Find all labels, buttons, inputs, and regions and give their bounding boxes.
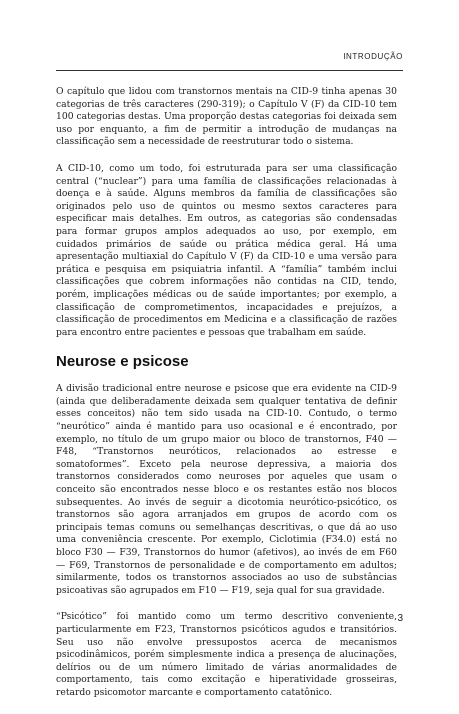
section-heading: Neurose e psicose xyxy=(56,353,189,371)
section-label: INTRODUÇÃO xyxy=(343,52,403,61)
page-body xyxy=(56,86,397,714)
paragraph-1: O capítulo que lidou com transtornos mentais na CID-9 tinha apenas 30 categorias de três caracteres (290-319); o Capítulo V (F) da CID-10 tem 100 categorias destas. Uma proporção destas categorias foi deixada sem uso por enquanto, a fim de permitir a introdução de mudanças na classificação sem a necessidade de reestruturar todo o sistema. xyxy=(56,86,397,148)
paragraph-2: A CID-10, como um todo, foi estruturada para ser uma classificação central (“nuclear”) para uma família de classificações relacionadas à doença e à saúde. Alguns membros da família de classificações são originados pelo uso de quintos ou mesmo sextos caracteres para especificar mais detalhes. Em outros, as categorias são condensadas para formar grupos amplos adequados ao uso, por exemplo, em cuidados primários de saúde ou prática médica geral. Há uma apresentação multiaxial do Capítulo V (F) da CID-10 e uma versão para prática e pesquisa em psiquiatria infantil. A “família” também inclui classificações que cobrem informações não contidas na CID, tendo, porém, implicações médicas ou de saúde importantes; por exemplo, a classificação de comprometimentos, incapacidades e prejuízos, a classificação de procedimentos em Medicina e a classificação de razões para encontro entre pacientes e pessoas que trabalham em saúde. xyxy=(56,162,397,338)
running-header xyxy=(56,52,403,71)
paragraph-4: “Psicótico” foi mantido como um termo descritivo conveniente, particularmente em F23, Transtornos psicóticos agudos e transitórios. Seu uso não envolve pressupostos acerca de mecanismos psicodinâmicos, porém simplesmente indica a presença de alucinações, delírios ou de um número limitado de várias anormalidades de comportamento, tais como excitação e hiperatividade grosseiras, retardo psicomotor marcante e comportamento catatônico. xyxy=(56,611,397,698)
paragraph-3: A divisão tradicional entre neurose e psicose que era evidente na CID-9 (ainda que deliberadamente deixada sem qualquer tentativa de definir esses conceitos) não tem sido usada na CID-10. Contudo, o termo “neurótico” ainda é mantido para uso ocasional e é encontrado, por exemplo, no título de um grupo maior ou bloco de transtornos, F40 — F48, “Transtornos neuróticos, relacionados ao estresse e somatoformes”. Exceto pela neurose depressiva, a maioria dos transtornos considerados como neuroses por aqueles que usam o conceito são encontrados nesse bloco e os restantes estão nos blocos subsequentes. Ao invés de seguir a dicotomia neurótico-psicótico, os transtornos são agora arranjados em grupos de acordo com os principais temas comuns ou semelhanças descritivas, o que dá ao uso uma conveniência crescente. Por exemplo, Ciclotimia (F34.0) está no bloco F30 — F39, Transtornos do humor (afetivos), ao invés de em F60 — F69, Transtornos de personalidade e de comportamento em adultos; similarmente, todos os transtornos associados ao uso de substâncias psicoativas são agrupados em F10 — F19, seja qual for sua gravidade. xyxy=(56,383,397,596)
page-number: 3 xyxy=(397,613,403,624)
